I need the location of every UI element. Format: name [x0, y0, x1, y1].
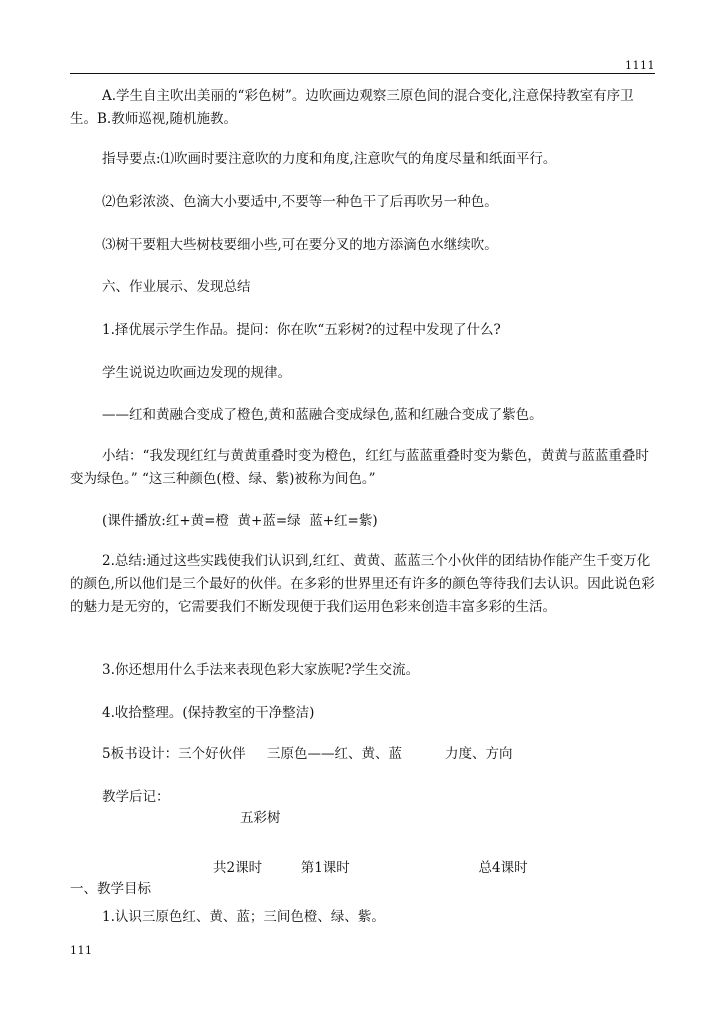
paragraph-color-mixing: ——红和黄融合变成了橙色,黄和蓝融合变成绿色,蓝和红融合变成了紫色。 — [102, 407, 543, 423]
paragraph-student-blow-painting: A.学生自主吹出美丽的“彩色树”。边吹画边观察三原色间的混合变化,注意保持教室有序卫生。B.教师巡视,随机施教。 — [70, 88, 634, 127]
paragraph-tidy-up: 4.收拾整理。(保持教室的干净整洁) — [102, 705, 315, 721]
header-rule — [70, 73, 655, 74]
paragraph-conclusion: 2.总结:通过这些实践使我们认识到,红红、黄黄、蓝蓝三个小伙伴的团结协作能产生千变万化的颜色,所以他们是三个最好的伙伴。在多彩的世界里还有许多的颜色等待我们去认识。因此说色彩的魅力是无穷的，它需要我们不断发现便于我们运用色彩来创造丰富多彩的生活。 — [70, 553, 655, 615]
lesson-schedule: 共2课时 第1课时 总4课时 — [213, 860, 528, 876]
footer-page-number: 111 — [70, 944, 93, 957]
paragraph-color-intensity: ⑵色彩浓淡、色滴大小要适中,不要等一种色干了后再吹另一种色。 — [102, 194, 498, 210]
paragraph-board-design: 5板书设计：三个好伙伴 三原色——红、黄、蓝 力度、方向 — [102, 746, 513, 762]
paragraph-objective-one: 1.认识三原色红、黄、蓝；三间色橙、绿、紫。 — [102, 909, 385, 925]
paragraph-student-discovery: 学生说说边吹画边发现的规律。 — [102, 365, 291, 381]
section-heading-six: 六、作业展示、发现总结 — [102, 279, 251, 295]
lesson-title: 五彩树 — [240, 810, 281, 826]
paragraph-trunk-branches: ⑶树干要粗大些树枝要细小些,可在要分叉的地方添滴色水继续吹。 — [102, 237, 498, 253]
paragraph-guidance-points: 指导要点:⑴吹画时要注意吹的力度和角度,注意吹气的角度尽量和纸面平行。 — [102, 151, 557, 167]
paragraph-other-techniques: 3.你还想用什么手法来表现色彩大家族呢?学生交流。 — [102, 662, 420, 678]
paragraph-teaching-notes: 教学后记： — [102, 789, 170, 805]
section-heading-objectives: 一、教学目标 — [70, 881, 151, 897]
paragraph-showcase-question: 1.择优展示学生作品。提问：你在吹“五彩树?的过程中发现了什么? — [102, 322, 501, 338]
header-page-number: 1111 — [625, 59, 655, 72]
paragraph-courseware-play: (课件播放:红+黄=橙 黄+蓝=绿 蓝+红=紫) — [102, 513, 378, 529]
paragraph-summary-quote: 小结：“我发现红红与黄黄重叠时变为橙色，红红与蓝蓝重叠时变为紫色，黄黄与蓝蓝重叠时变为绿色。” “这三种颜色(橙、绿、紫)被称为间色。” — [70, 448, 649, 487]
